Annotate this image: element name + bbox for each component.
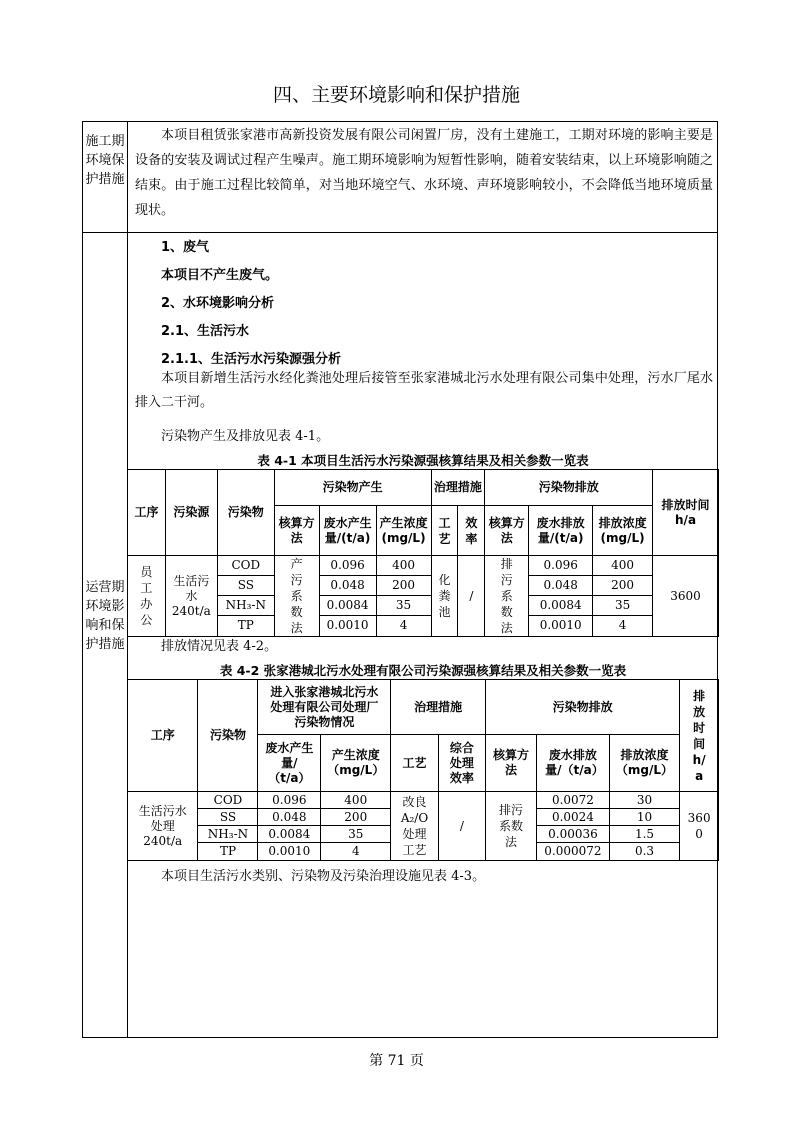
t2-water-dis: 0.0024 (537, 809, 610, 826)
t2-conc-gen: 4 (321, 843, 391, 861)
t2-conc-dis: 0.3 (609, 843, 680, 861)
heading-exhaust: 1、废气 (161, 240, 210, 255)
t2-conc-gen: 35 (321, 826, 391, 843)
t2-header-process: 工序 (128, 680, 198, 792)
t1-process: 员工办公 (128, 556, 166, 637)
t2-pollutant: TP (198, 843, 258, 861)
t1-gen-method: 产污系数法 (274, 556, 319, 637)
t1-conc-gen: 4 (376, 615, 431, 636)
t1-hours: 3600 (653, 556, 719, 637)
t1-header-source: 污染源 (165, 470, 217, 556)
t1-conc-gen: 200 (376, 575, 431, 595)
t1-header-pollutant: 污染物 (217, 470, 274, 556)
t2-conc-gen: 400 (321, 792, 391, 809)
t2-water-dis: 0.0072 (537, 792, 610, 809)
exhaust-note: 本项目不产生废气。 (161, 268, 279, 283)
t2-header-water-gen: 废水产生量/（t/a） (258, 735, 321, 792)
page-number: 第 71 页 (369, 1053, 424, 1069)
t1-efficiency: / (458, 556, 485, 637)
t2-pollutant: SS (198, 809, 258, 826)
t1-pollutant: SS (217, 575, 274, 595)
table-4-2 (127, 679, 719, 861)
t2-header-water-dis: 废水排放量/（t/a） (537, 735, 610, 792)
sewage-paragraph: 本项目新增生活污水经化粪池处理后接管至张家港城北污水处理有限公司集中处理，污水厂尾水排入二干河。 (135, 371, 713, 410)
t2-header-discharge: 污染物排放 (485, 680, 679, 735)
t2-header-calc-method: 核算方法 (485, 735, 536, 792)
t1-header-hours: 排放时间h/a (653, 470, 719, 556)
table2-reference: 排放情况见表 4-2。 (161, 639, 278, 654)
t2-header-hours: 排放时间h/a (680, 680, 719, 792)
t2-water-dis: 0.00036 (537, 826, 610, 843)
t2-craft: 改良A₂/O处理工艺 (391, 792, 438, 861)
operation-label (83, 578, 127, 654)
t1-header-treatment: 治理措施 (431, 470, 485, 506)
t2-conc-dis: 30 (609, 792, 680, 809)
t1-pollutant: COD (217, 556, 274, 576)
t1-header-calc-method: 核算方法 (274, 506, 319, 556)
t2-header-craft: 工艺 (391, 735, 438, 792)
heading-domestic-sewage: 2.1、生活污水 (161, 324, 250, 339)
t1-header-process: 工序 (128, 470, 166, 556)
page-title: 四、主要环境影响和保护措施 (272, 84, 520, 106)
t2-header-treatment: 治理措施 (391, 680, 486, 735)
t1-conc-gen: 400 (376, 556, 431, 576)
t2-header-conc-dis: 排放浓度（mg/L） (609, 735, 680, 792)
t1-water-gen: 0.096 (319, 556, 376, 576)
t1-header-craft: 工艺 (431, 506, 458, 556)
t1-water-dis: 0.048 (529, 575, 593, 595)
t2-conc-dis: 10 (609, 809, 680, 826)
t1-header-water-gen: 废水产生量/(t/a) (319, 506, 376, 556)
t1-water-gen: 0.0084 (319, 595, 376, 615)
t1-craft: 化粪池 (431, 556, 458, 637)
t2-water-dis: 0.000072 (537, 843, 610, 861)
t1-pollutant: TP (217, 615, 274, 636)
heading-water: 2、水环境影响分析 (161, 296, 275, 311)
table3-reference: 本项目生活污水类别、污染物及污染治理设施见表 4-3。 (161, 869, 486, 884)
t2-process: 生活污水处理240t/a (128, 792, 198, 861)
t1-water-gen: 0.0010 (319, 615, 376, 636)
table-4-1 (127, 469, 719, 637)
table2-caption: 表 4-2 张家港城北污水处理有限公司污染源强核算结果及相关参数一览表 (219, 663, 627, 678)
t1-header-generation: 污染物产生 (274, 470, 431, 506)
t2-header-pollutant: 污染物 (198, 680, 258, 792)
t2-water-gen: 0.096 (258, 792, 321, 809)
construction-label-text: 施工期环境保护措施 (85, 134, 125, 187)
t1-conc-dis: 400 (593, 556, 653, 576)
t1-conc-gen: 35 (376, 595, 431, 615)
t2-efficiency: / (438, 792, 485, 861)
t1-conc-dis: 4 (593, 615, 653, 636)
t1-source: 生活污水240t/a (165, 556, 217, 637)
t1-water-dis: 0.0084 (529, 595, 593, 615)
section-divider (83, 232, 717, 233)
t1-pollutant: NH₃-N (217, 595, 274, 615)
heading-sewage-source: 2.1.1、生活污水污染源强分析 (161, 352, 342, 367)
t1-water-gen: 0.048 (319, 575, 376, 595)
content-frame (82, 121, 718, 1038)
table1-reference: 污染物产生及排放见表 4-1。 (161, 429, 330, 444)
t1-conc-dis: 200 (593, 575, 653, 595)
table1-caption: 表 4-1 本项目生活污水污染源强核算结果及相关参数一览表 (257, 453, 589, 468)
t2-header-conc-gen: 产生浓度（mg/L） (321, 735, 391, 792)
t1-header-conc-gen: 产生浓度(mg/L) (376, 506, 431, 556)
t2-conc-gen: 200 (321, 809, 391, 826)
t1-conc-dis: 35 (593, 595, 653, 615)
t2-conc-dis: 1.5 (609, 826, 680, 843)
t2-water-gen: 0.048 (258, 809, 321, 826)
t1-header-conc-dis: 排放浓度(mg/L) (593, 506, 653, 556)
t2-pollutant: COD (198, 792, 258, 809)
t2-water-gen: 0.0010 (258, 843, 321, 861)
t2-header-inflow: 进入张家港城北污水处理有限公司处理厂污染物情况 (258, 680, 391, 735)
t1-dis-method: 排污系数法 (485, 556, 529, 637)
t1-header-calc-method2: 核算方法 (485, 506, 529, 556)
t1-water-dis: 0.096 (529, 556, 593, 576)
t2-header-efficiency: 综合处理效率 (438, 735, 485, 792)
t2-dis-method: 排污系数法 (485, 792, 536, 861)
t1-header-discharge: 污染物排放 (485, 470, 653, 506)
construction-paragraph: 本项目租赁张家港市高新投资发展有限公司闲置厂房，没有土建施工，工期对环境的影响主要是设备的安装及调试过程产生噪声。施工期环境影响为短暂性影响，随着安装结束，以上环境影响随之结束。由于施工过程比较简单，对当地环境空气、水环境、声环境影响较小，不会降低当地环境质量现状。 (135, 128, 713, 218)
t1-water-dis: 0.0010 (529, 615, 593, 636)
t2-hours: 3600 (680, 792, 719, 861)
construction-label (83, 132, 127, 189)
t1-header-water-dis: 废水排放量/(t/a) (529, 506, 593, 556)
t2-pollutant: NH₃-N (198, 826, 258, 843)
operation-label-text: 运营期环境影响和保护措施 (85, 580, 125, 652)
t1-header-efficiency: 效率 (458, 506, 485, 556)
t2-water-gen: 0.0084 (258, 826, 321, 843)
